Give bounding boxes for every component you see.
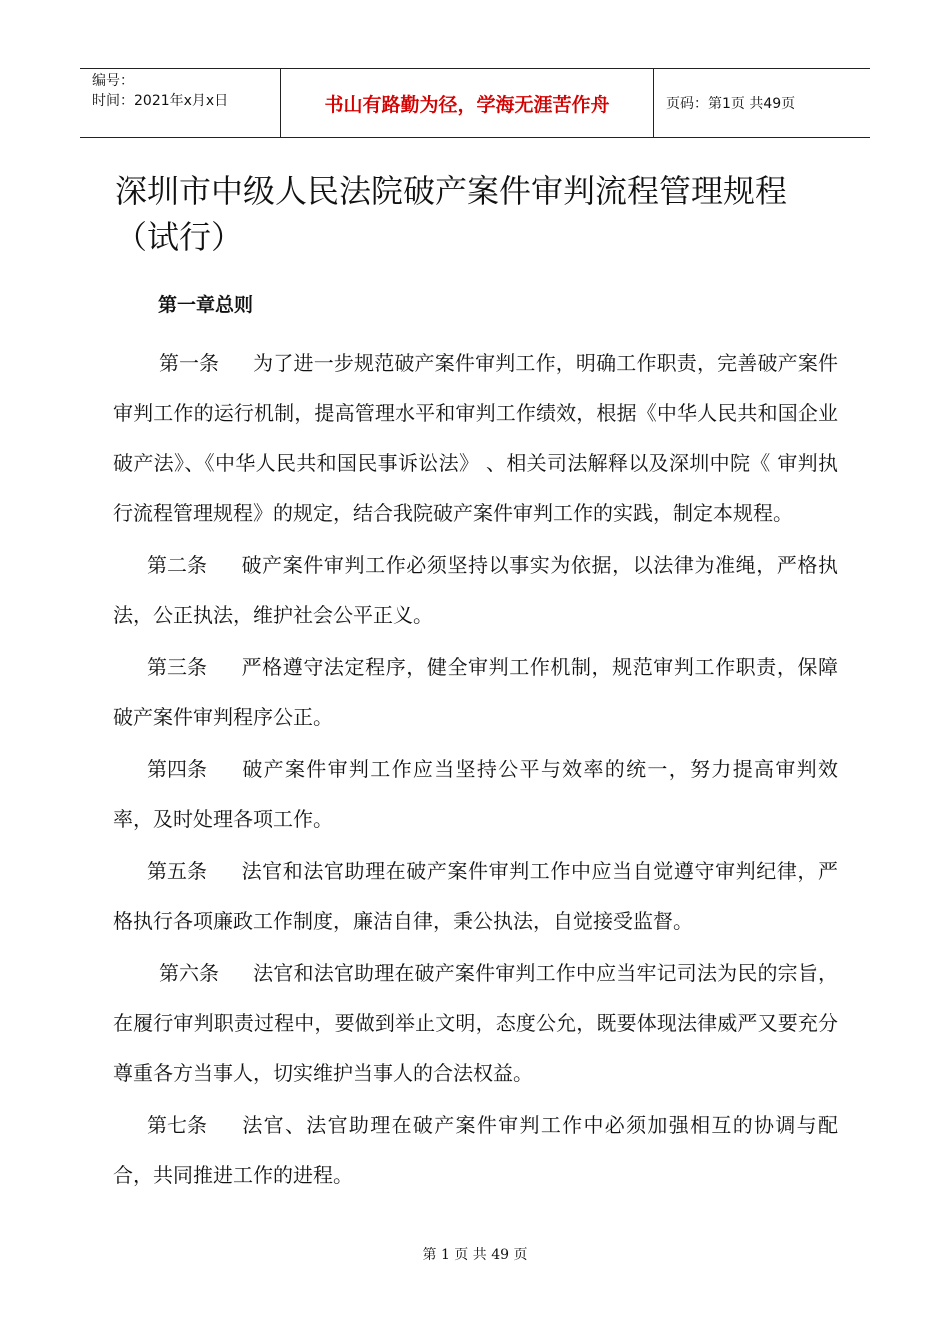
article-number: 第七条 — [147, 1113, 207, 1137]
article-number: 第六条 — [159, 961, 219, 985]
article-text: 破产案件审判工作必须坚持以事实为依据，以法律为准绳，严格执法，公正执法，维护社会公平正义。 — [113, 553, 838, 627]
header-motto: 书山有路勤为径，学海无涯苦作舟 — [281, 69, 654, 137]
article-number: 第二条 — [147, 553, 207, 577]
article-1 — [113, 338, 838, 538]
number-label: 编号： — [92, 73, 134, 89]
article-2 — [113, 540, 838, 640]
page-footer: 第 1 页 共 49 页 — [422, 1247, 528, 1263]
article-number: 第一条 — [159, 351, 219, 375]
article-number: 第三条 — [147, 655, 207, 679]
document-title: 深圳市中级人民法院破产案件审判流程管理规程（试行） — [115, 172, 788, 256]
article-3 — [113, 642, 838, 742]
date-label: 时间：2021年x月x日 — [92, 93, 229, 109]
page-header — [80, 68, 870, 138]
article-5 — [113, 846, 838, 946]
article-text: 法官、法官助理在破产案件审判工作中必须加强相互的协调与配合，共同推进工作的进程。 — [113, 1113, 838, 1187]
article-4 — [113, 744, 838, 844]
article-text: 破产案件审判工作应当坚持公平与效率的统一，努力提高审判效率，及时处理各项工作。 — [113, 757, 838, 831]
chapter-heading: 第一章总则 — [158, 294, 254, 316]
article-text: 法官和法官助理在破产案件审判工作中应当牢记司法为民的宗旨，在履行审判职责过程中，要做到举止文明，态度公允，既要体现法律威严又要充分尊重各方当事人，切实维护当事人的合法权益。 — [113, 961, 838, 1085]
article-6 — [113, 948, 838, 1098]
article-text: 为了进一步规范破产案件审判工作，明确工作职责，完善破产案件审判工作的运行机制，提高管理水平和审判工作绩效，根据《中华人民共和国企业破产法》、《中华人民共和国民事诉讼法》 、相关司法解释以及深圳中院《 审判执行流程管理规程》的规定，结合我院破产案件审判工作的实践，制定本规程。 — [113, 351, 838, 525]
article-list — [113, 338, 838, 1202]
article-7 — [113, 1100, 838, 1200]
header-page-info: 页码：第1页 共49页 — [666, 96, 796, 112]
article-text: 法官和法官助理在破产案件审判工作中应当自觉遵守审判纪律，严格执行各项廉政工作制度，廉洁自律，秉公执法，自觉接受监督。 — [113, 859, 838, 933]
article-number: 第四条 — [147, 757, 207, 781]
header-meta — [80, 69, 281, 137]
article-number: 第五条 — [147, 859, 207, 883]
article-text: 严格遵守法定程序，健全审判工作机制，规范审判工作职责，保障破产案件审判程序公正。 — [113, 655, 838, 729]
